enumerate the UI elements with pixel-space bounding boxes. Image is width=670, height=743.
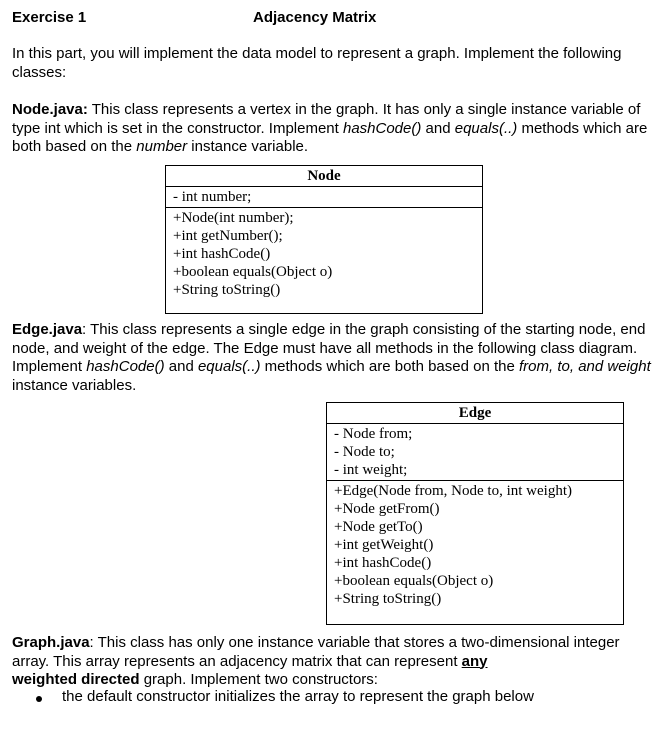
- node-fields: [166, 187, 482, 207]
- edge-class-diagram: [326, 402, 624, 625]
- node-text-2: and: [421, 119, 455, 137]
- graph-label: Graph.java: [12, 634, 90, 651]
- edge-field: - int weight;: [334, 462, 408, 478]
- node-class-name: Node: [166, 166, 482, 187]
- edge-method: +boolean equals(Object o): [334, 573, 494, 589]
- node-field: - int number;: [173, 189, 252, 205]
- edge-text-3: methods which are both based on the: [260, 358, 520, 375]
- node-text-4: instance variable.: [187, 138, 309, 155]
- edge-paragraph: [12, 321, 652, 395]
- edge-method: +int getWeight(): [334, 537, 434, 553]
- bullet-item: the default constructor initializes the array to represent the graph below: [62, 688, 534, 705]
- graph-text-1: : This class has only one instance variable that stores a two-dimensional integer array. This array represents an adjacency matrix that can represent: [12, 634, 620, 670]
- graph-paragraph: [12, 634, 652, 690]
- edge-text-4: instance variables.: [12, 376, 137, 394]
- exercise-label: Exercise 1: [12, 9, 87, 26]
- edge-field: - Node from;: [334, 426, 413, 442]
- node-class-diagram: [165, 165, 483, 314]
- edge-text-1: : This class represents a single edge in the graph consisting of the starting node, end node, and weight of the edge. The Edge must have all methods in the following class diagram. Implement: [12, 321, 646, 375]
- edge-class-name: Edge: [327, 403, 623, 424]
- edge-text-2: and: [164, 358, 198, 375]
- graph-any: any: [461, 652, 488, 670]
- edge-fields: [327, 424, 623, 480]
- edge-vars: from, to, and weight: [519, 358, 651, 375]
- node-method: +Node(int number);: [173, 210, 294, 226]
- node-method: +boolean equals(Object o): [173, 264, 333, 280]
- node-text-1: This class represents a vertex in the graph. It has only a single instance variable of type int which is set in the constructor. Implement: [12, 101, 641, 137]
- node-method: +int getNumber();: [173, 228, 283, 244]
- edge-method-1: hashCode(): [86, 358, 165, 375]
- edge-method: +Node getFrom(): [334, 501, 440, 517]
- intro-text: In this part, you will implement the data model to represent a graph. Implement the following classes:: [12, 45, 622, 81]
- node-method: +int hashCode(): [173, 246, 271, 262]
- node-text-3: methods which are both based on the: [12, 119, 648, 155]
- edge-field: - Node to;: [334, 444, 395, 460]
- edge-method: +int hashCode(): [334, 555, 432, 571]
- edge-label: Edge.java: [12, 321, 83, 338]
- node-method-2: equals(..): [454, 119, 518, 137]
- node-var: number: [136, 138, 188, 155]
- node-methods: [166, 207, 482, 300]
- node-label: Node.java:: [12, 101, 88, 118]
- edge-method: +Edge(Node from, Node to, int weight): [334, 483, 572, 499]
- edge-method: +Node getTo(): [334, 519, 423, 535]
- node-method: +String toString(): [173, 282, 281, 298]
- node-method-1: hashCode(): [342, 119, 422, 137]
- intro-paragraph: [12, 45, 652, 82]
- edge-method: +String toString(): [334, 591, 442, 607]
- graph-text-2: graph. Implement two constructors:: [139, 671, 378, 688]
- bullet-icon: [36, 696, 42, 702]
- graph-weighted-directed: weighted directed: [12, 671, 140, 688]
- node-paragraph: [12, 101, 652, 157]
- edge-methods: [327, 480, 623, 609]
- page-title: Adjacency Matrix: [253, 9, 377, 26]
- edge-method-2: equals(..): [197, 358, 261, 375]
